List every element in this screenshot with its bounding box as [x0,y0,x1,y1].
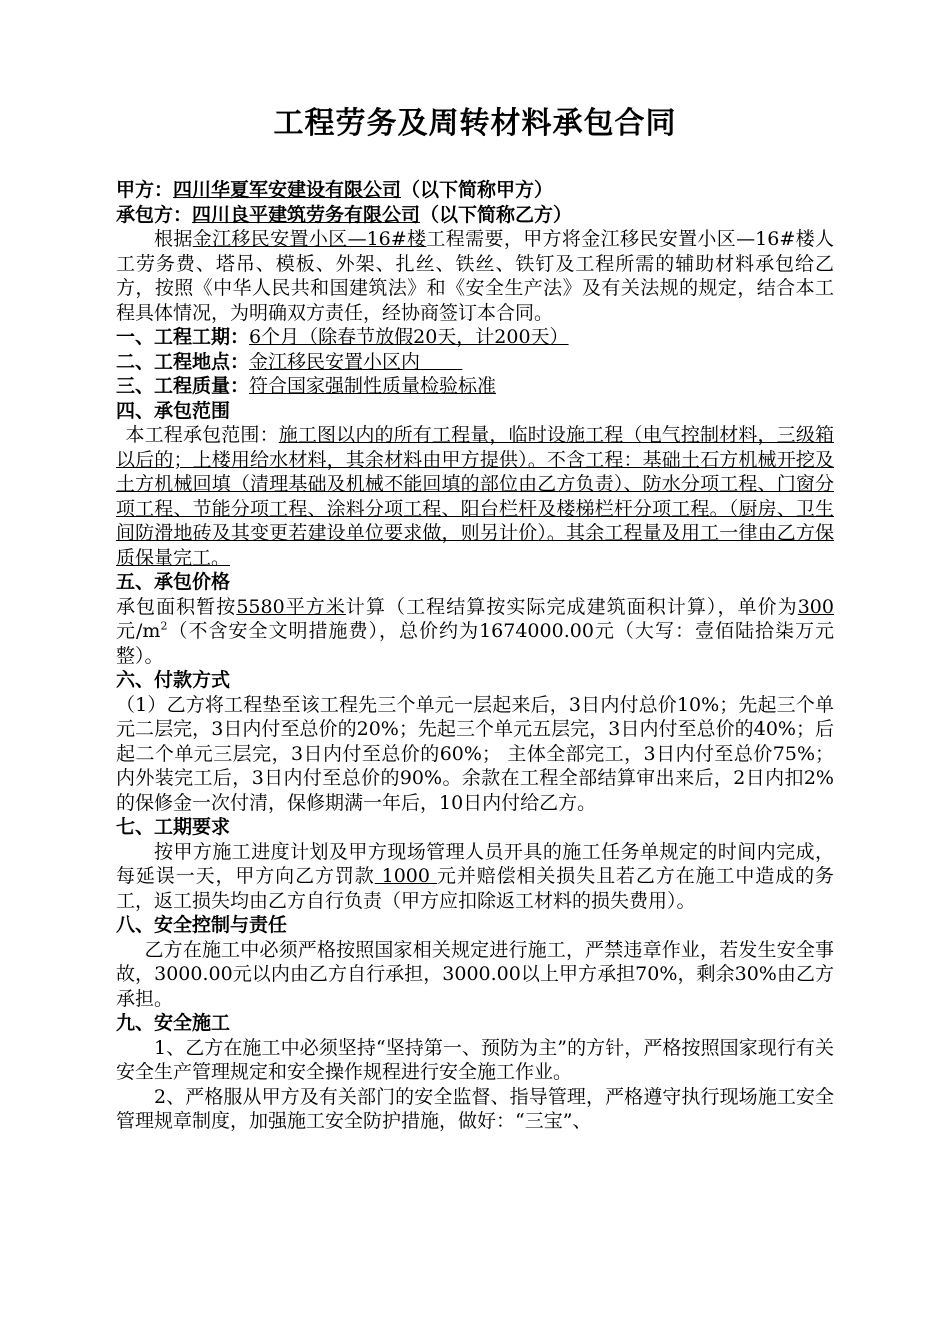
section-location: 二、工程地点：金江移民安置小区内 [116,350,421,373]
section-quality: 三、工程质量：符合国家强制性质量检验标准 [116,375,497,397]
section-payment-heading: 六、付款方式 [116,669,231,691]
section-scope-text: 本工程承包范围：施工图以内的所有工程量，临时设施工程（电气控制材料，三级箱以后的；上楼用给水材料，其余材料由甲方提供）。不含工程：基础土石方机械开挖及土方机械回填（清理基础及机械不能回填的部位由乙方负责）、防水分项工程、门窗分项工程、节能分项工程、涂料分项工程、阳台栏杆及楼梯栏杆分项工程。（厨房、卫生间防滑地砖及其变更若建设单位要求做，则另计价）。其余工程量及用工一律由乙方保质保量完工。 [116,424,834,569]
section-schedule-text: 按甲方施工进度计划及甲方现场管理人员开具的施工任务单规定的时间内完成，每延误一天，甲方向乙方罚款 1000 元并赔偿相关损失且若乙方在施工中造成的务工，返工损失均由乙方自行负责（甲方应扣除返工材料的损失费用）。 [116,840,834,912]
section-safety-control-text: 乙方在施工中必须严格按照国家相关规定进行施工，严禁违章作业，若发生安全事故，3000.00元以内由乙方自行承担，3000.00以上甲方承担70%，剩余30%由乙方承担。 [116,938,834,1010]
section-payment-text: （1）乙方将工程垫至该工程先三个单元一层起来后，3日内付总价10%；先起三个单元二层完，3日内付至总价的20%；先起三个单元五层完，3日内付至总价的40%；后起二个单元三层完，3日内付至总价的60%； 主体全部完工，3日内付至总价75%；内外装完工后，3日内付至总价的90%。余款在工程全部结算审出来后，2日内扣2%的保修金一次付清，保修期满一年后，10日内付给乙方。 [116,693,834,814]
section-safety-construction-heading: 九、安全施工 [116,1012,231,1034]
section-schedule-heading: 七、工期要求 [116,816,231,838]
intro-paragraph: 根据金江移民安置小区—16#楼工程需要，甲方将金江移民安置小区—16#楼人工劳务费、塔吊、模板、外架、扎丝、铁丝、铁钉及工程所需的辅助材料承包给乙方，按照《中华人民共和国建筑法》和《安全生产法》及有关法规的规定，结合本工程具体情况，为明确双方责任，经协商签订本合同。 [116,228,834,324]
section-safety-item-1: 1、乙方在施工中必须坚持“坚持第一、预防为主”的方针，严格按照国家现行有关安全生产管理规定和安全操作规程进行安全施工作业。 [116,1036,834,1083]
contract-page [116,100,834,1134]
page-title: 工程劳务及周转材料承包合同 [273,106,677,141]
section-duration: 一、工程工期：6个月（除春节放假20天，计200天） [116,326,569,348]
project-name: 金江移民安置小区—16#楼 [192,228,427,250]
party-b-line: 承包方：四川良平建筑劳务有限公司（以下简称乙方） [116,203,573,226]
party-a-line: 甲方：四川华夏军安建设有限公司（以下简称甲方） [116,179,554,201]
section-price-heading: 五、承包价格 [116,571,231,593]
section-price-text: 承包面积暂按5580平方米计算（工程结算按实际完成建筑面积计算），单价为300 元$/m^2$（不含安全文明措施费），总价约为1674000.00元（大写：壹佰陆拾柒万元整）。 [116,595,835,667]
section-safety-item-2: 2、严格服从甲方及有关部门的安全监督、指导管理，严格遵守执行现场施工安全管理规章制度，加强施工安全防护措施，做好：“三宝”、 [116,1085,834,1132]
section-scope-heading: 四、承包范围 [116,399,231,422]
section-safety-control-heading: 八、安全控制与责任 [116,914,288,936]
party-b-name: 四川良平建筑劳务有限公司 [192,203,421,226]
party-a-name: 四川华夏军安建设有限公司 [173,179,402,201]
